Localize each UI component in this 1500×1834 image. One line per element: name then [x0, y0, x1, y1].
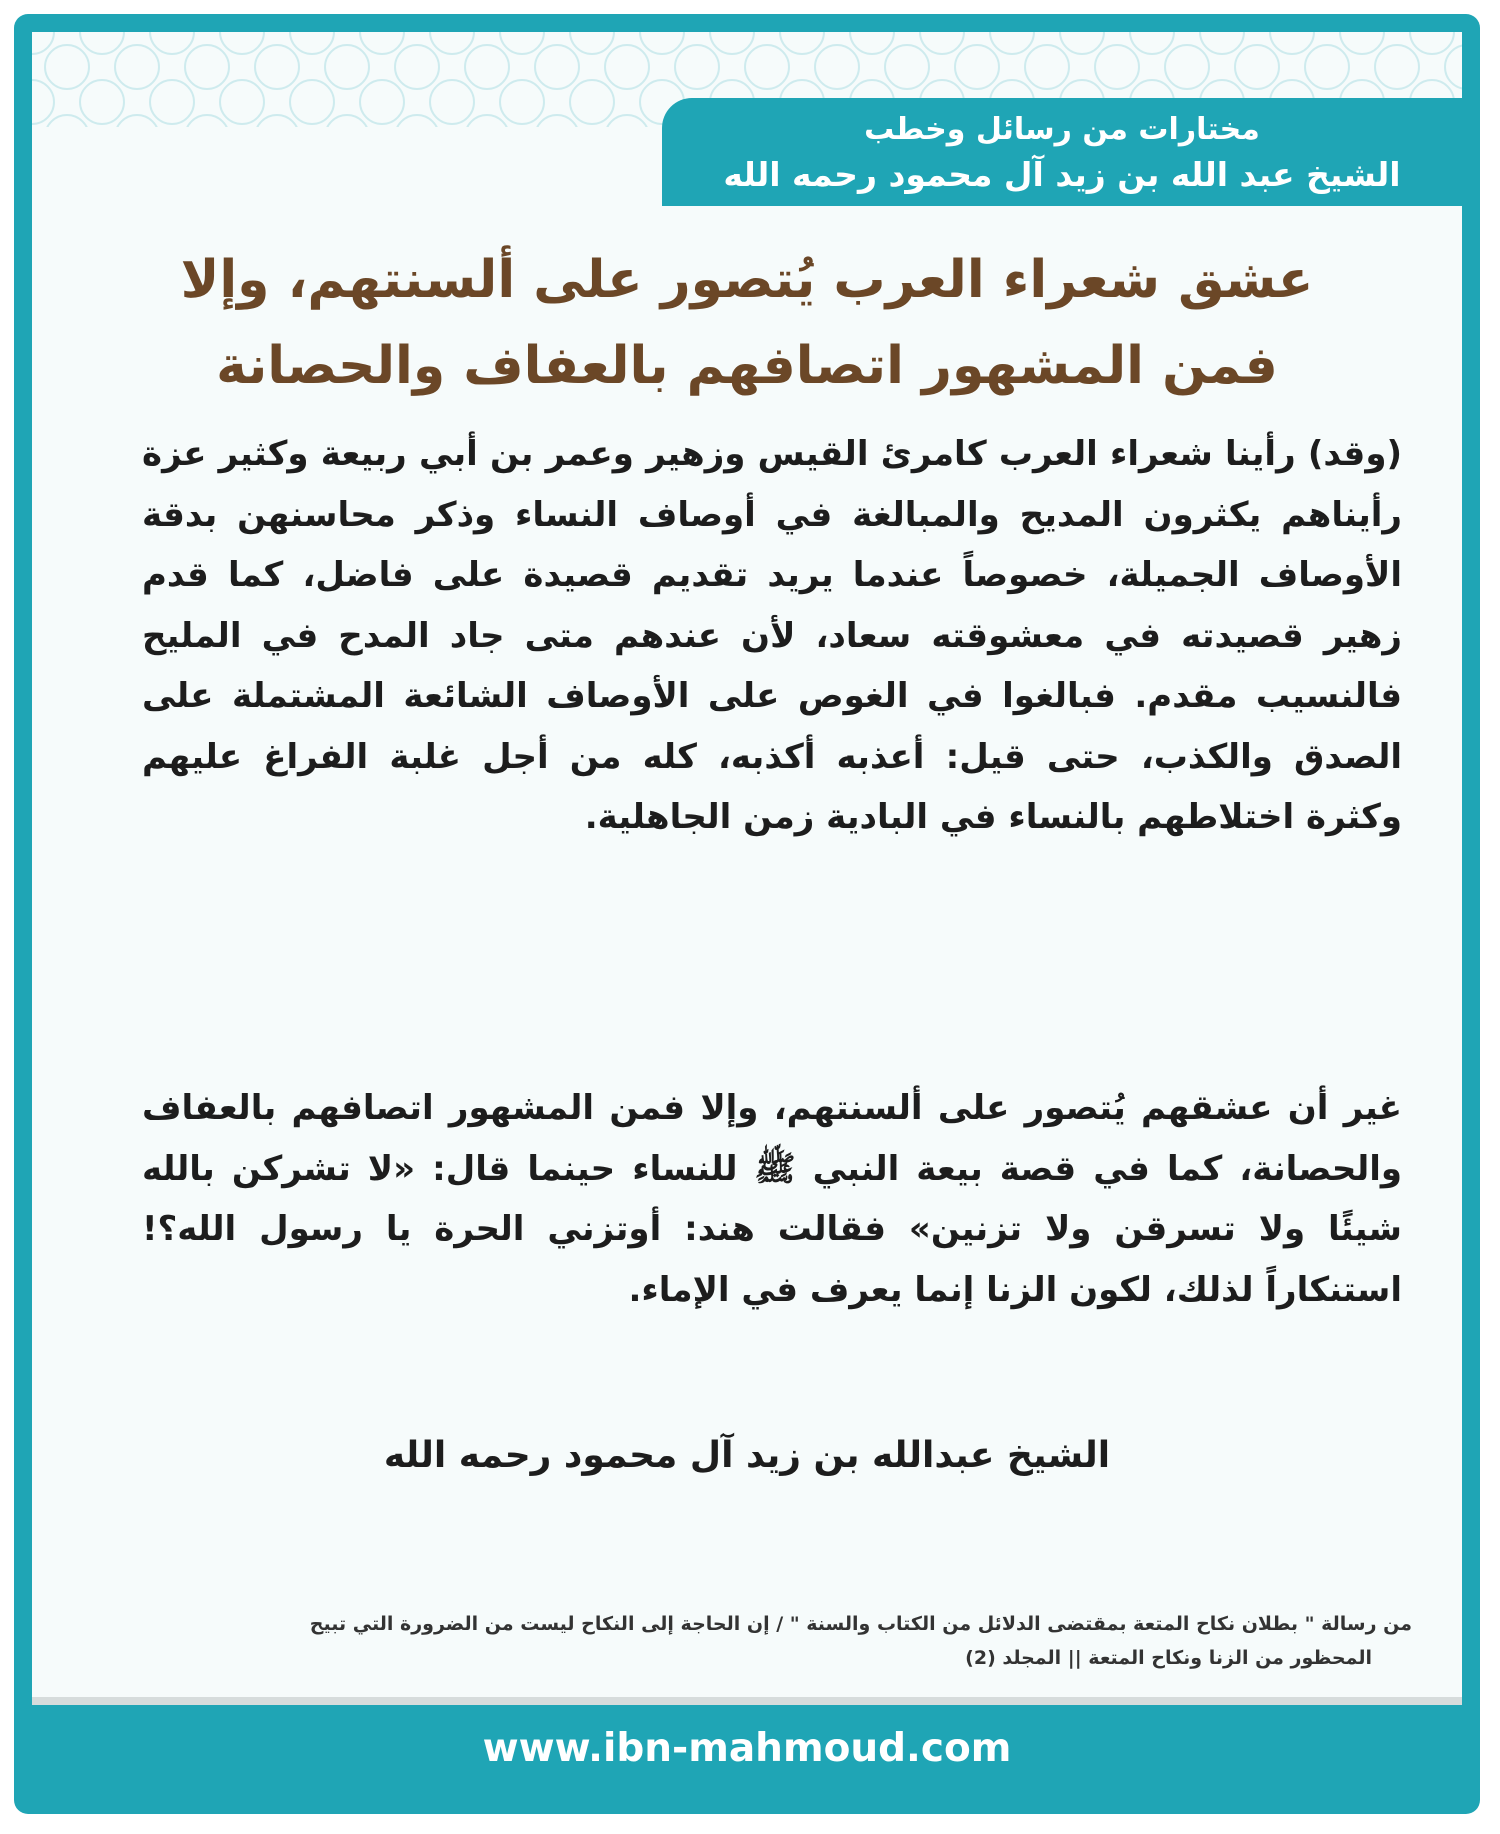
website-link[interactable]: www.ibn-mahmoud.com	[482, 1726, 1012, 1771]
teal-frame	[14, 14, 1480, 1814]
footer-divider	[32, 1697, 1462, 1705]
content-card	[32, 32, 1462, 1697]
source-line-2: المحظور من الزنا ونكاح المتعة || المجلد (2)	[965, 1647, 1372, 1669]
body-paragraph-2: غير أن عشقهم يُتصور على ألسنتهم، وإلا فمن المشهور اتصافهم بالعفاف والحصانة، كما في قصة بيعة النبي ﷺ للنساء حينما قال: «لا تشركن بالله شيئًا ولا تسرقن ولا تزنين» فقالت هند: أوتزني الحرة يا رسول الله؟! استنكاراً لذلك، لكون الزنا إنما يعرف في الإماء.	[142, 1088, 1402, 1310]
source-citation	[132, 1607, 1412, 1675]
title-line-2: فمن المشهور اتصافهم بالعفاف والحصانة	[216, 336, 1278, 396]
header-series-title: مختارات من رسائل وخطب	[864, 112, 1260, 147]
author-signature: الشيخ عبدالله بن زيد آل محمود رحمه الله	[383, 1435, 1111, 1476]
header-author-name: الشيخ عبد الله بن زيد آل محمود رحمه الله	[723, 155, 1401, 194]
article-title	[112, 237, 1382, 409]
title-line-1: عشق شعراء العرب يُتصور على ألسنتهم، وإلا	[180, 250, 1314, 310]
body-paragraph-1: (وقد) رأينا شعراء العرب كامرئ القيس وزهير وعمر بن أبي ربيعة وكثير عزة رأيناهم يكثرون المديح والمبالغة في أوصاف النساء وذكر محاسنهن بدقة الأوصاف الجميلة، خصوصاً عندما يريد تقديم قصيدة على فاضل، كما قدم زهير قصيدته في معشوقته سعاد، لأن عندهم متى جاد المدح في المليح فالنسيب مقدم. فبالغوا في الغوص على الأوصاف الشائعة المشتملة على الصدق والكذب، حتى قيل: أعذبه أكذبه، كله من أجل غلبة الفراغ عليهم وكثرة اختلاطهم بالنساء في البادية زمن الجاهلية.	[142, 434, 1402, 837]
header-tab	[662, 98, 1462, 206]
source-line-1: من رسالة " بطلان نكاح المتعة بمقتضى الدلائل من الكتاب والسنة " / إن الحاجة إلى النكاح ليست من الضرورة التي تبيح	[309, 1613, 1412, 1635]
